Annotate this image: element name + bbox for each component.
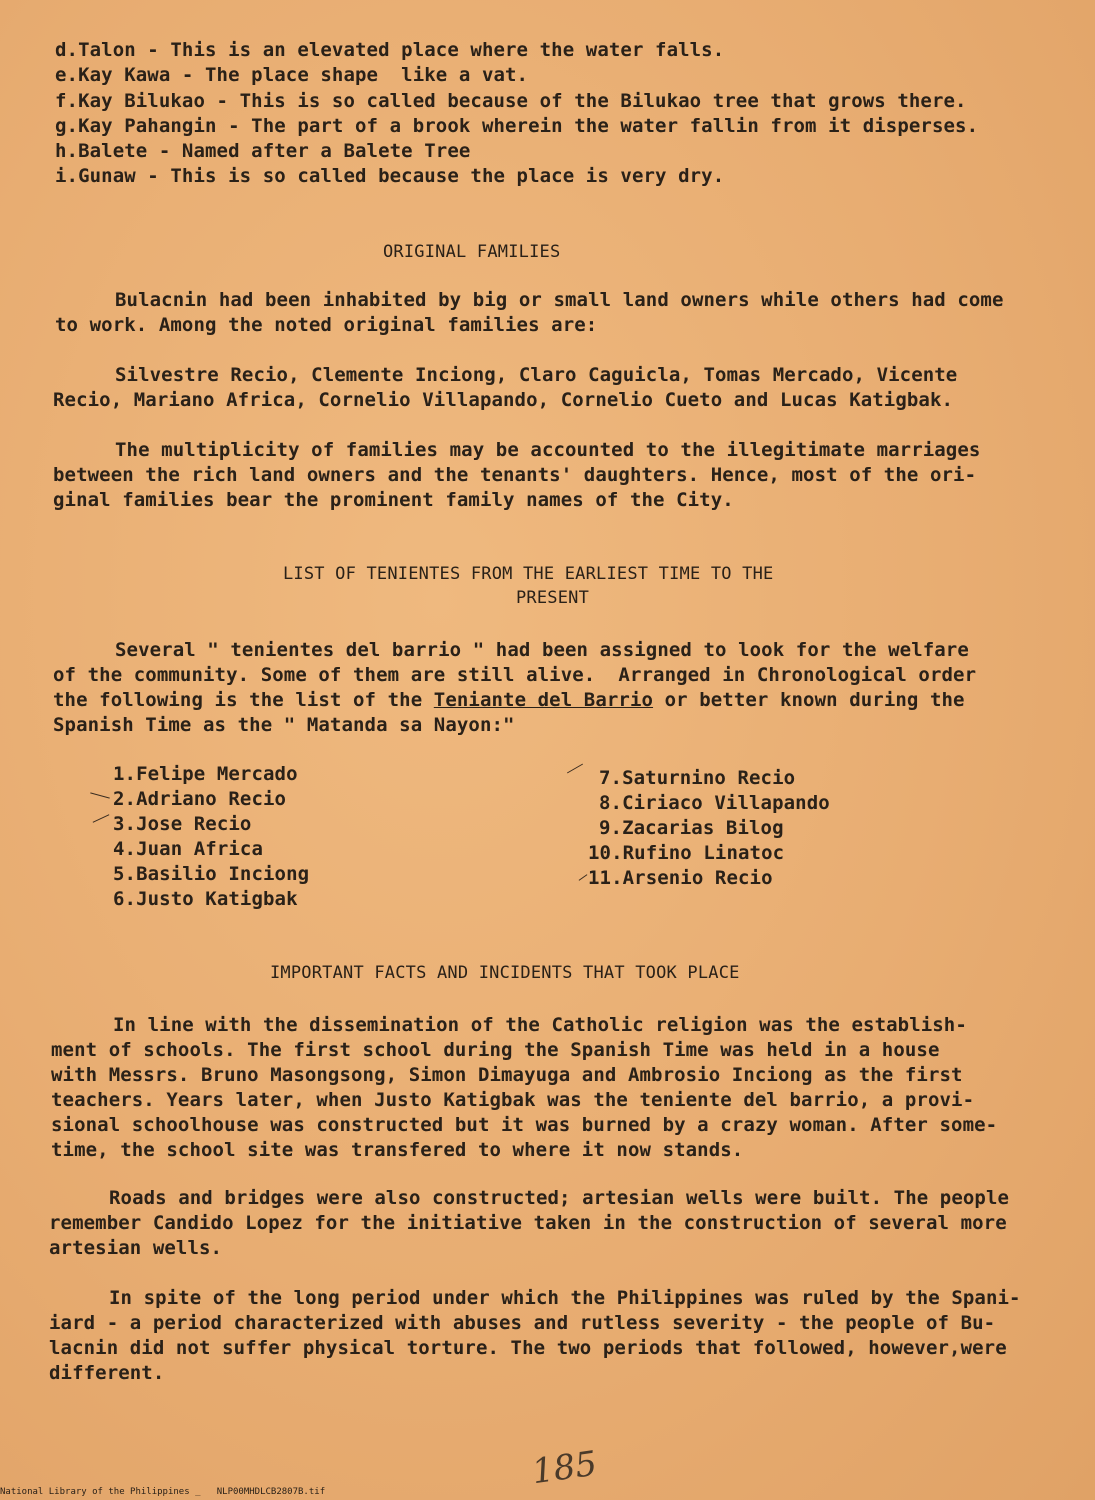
- facts-para2-line1: Roads and bridges were also constructed; artesian wells were built. The people: [109, 1187, 1010, 1209]
- page-number: 185: [529, 1443, 600, 1493]
- pencil-mark-icon: [567, 764, 583, 774]
- teniente-item: 11.Arsenio Recio: [588, 867, 773, 889]
- place-name-e: e.Kay Kawa - The place shape like a vat.: [55, 64, 529, 86]
- teniente-item: 2.Adriano Recio: [113, 788, 287, 810]
- place-name-d: d.Talon - This is an elevated place where the water falls.: [55, 39, 725, 61]
- tenientes-para-line3: [53, 688, 965, 713]
- tenientes-para-line2: of the community. Some of them are still alive. Arranged in Chronological order: [53, 664, 977, 686]
- facts-para1-line4: teachers. Years later, when Justo Katigbak was the teniente del barrio, a provi-: [51, 1089, 975, 1111]
- families-para2-line1: Silvestre Recio, Clemente Inciong, Claro Caguicla, Tomas Mercado, Vicente: [115, 364, 958, 386]
- facts-para3-line3: lacnin did not suffer physical torture. The two periods that followed, however,were: [49, 1337, 1007, 1359]
- families-para3-line1: The multiplicity of families may be accounted to the illegitimate marriages: [115, 439, 981, 461]
- tenientes-para-line1: Several " tenientes del barrio " had been assigned to look for the welfare: [115, 639, 969, 661]
- place-name-i: i.Gunaw - This is so called because the place is very dry.: [55, 165, 725, 187]
- tenientes-heading-line1: LIST OF TENIENTES FROM THE EARLIEST TIME TO THE: [283, 564, 774, 584]
- pencil-mark-icon: [579, 874, 588, 881]
- teniente-item: 3.Jose Recio: [113, 813, 252, 835]
- facts-para3-line4: different.: [49, 1362, 165, 1384]
- teniente-item: 5.Basilio Inciong: [113, 863, 310, 885]
- facts-para2-line3: artesian wells.: [49, 1237, 223, 1259]
- tenientes-para-line3-end: or better known during the: [653, 689, 965, 711]
- teniente-item: 1.Felipe Mercado: [113, 763, 298, 785]
- teniente-item: 10.Rufino Linatoc: [588, 842, 785, 864]
- facts-heading: IMPORTANT FACTS AND INCIDENTS THAT TOOK PLACE: [270, 963, 740, 983]
- families-para2-line2: Recio, Mariano Africa, Cornelio Villapando, Cornelio Cueto and Lucas Katigbak.: [53, 389, 954, 411]
- tenientes-para-line4: Spanish Time as the " Matanda sa Nayon:": [53, 714, 515, 736]
- facts-para1-line1: In line with the dissemination of the Catholic religion was the establish-: [113, 1014, 967, 1036]
- place-name-g: g.Kay Pahangin - The part of a brook wherein the water fallin from it disperses.: [55, 115, 979, 137]
- facts-para3-line2: iard - a period characterized with abuses and rutless severity - the people of Bu-: [49, 1312, 996, 1334]
- footer-source: National Library of the Philippines _ NLP00MHDLCB2807B.tif: [0, 1487, 326, 1497]
- families-para3-line2: between the rich land owners and the tenants' daughters. Hence, most of the ori-: [53, 464, 977, 486]
- families-para1-line2: to work. Among the noted original families are:: [55, 314, 598, 336]
- facts-para3-line1: In spite of the long period under which the Philippines was ruled by the Spani-: [109, 1287, 1021, 1309]
- pencil-mark-icon: [93, 814, 110, 823]
- teniente-item: 4.Juan Africa: [113, 838, 264, 860]
- families-para1-line1: Bulacnin had been inhabited by big or small land owners while others had come: [115, 289, 1004, 311]
- teniente-item: 6.Justo Katigbak: [113, 888, 298, 910]
- facts-para1-line2: ment of schools. The first school during the Spanish Time was held in a house: [51, 1039, 940, 1061]
- facts-para1-line5: sional schoolhouse was constructed but it was burned by a crazy woman. After some-: [51, 1114, 998, 1136]
- teniente-del-barrio-underlined: Teniante del Barrio: [433, 689, 654, 711]
- place-name-h: h.Balete - Named after a Balete Tree: [55, 140, 471, 162]
- teniente-item: 9.Zacarias Bilog: [599, 817, 784, 839]
- tenientes-heading-line2: PRESENT: [516, 588, 590, 608]
- facts-para2-line2: remember Candido Lopez for the initiative taken in the construction of several more: [49, 1212, 1007, 1234]
- facts-para1-line6: time, the school site was transfered to where it now stands.: [51, 1139, 744, 1161]
- teniente-item: 7.Saturnino Recio: [599, 767, 796, 789]
- pencil-mark-icon: [90, 792, 110, 798]
- teniente-item: 8.Ciriaco Villapando: [599, 792, 830, 814]
- facts-para1-line3: with Messrs. Bruno Masongsong, Simon Dimayuga and Ambrosio Inciong as the first: [51, 1064, 963, 1086]
- families-para3-line3: ginal families bear the prominent family names of the City.: [53, 489, 734, 511]
- tenientes-para-line3-start: the following is the list of the: [53, 689, 434, 711]
- original-families-heading: ORIGINAL FAMILIES: [383, 242, 561, 262]
- place-name-f: f.Kay Bilukao - This is so called because of the Bilukao tree that grows there.: [55, 90, 967, 112]
